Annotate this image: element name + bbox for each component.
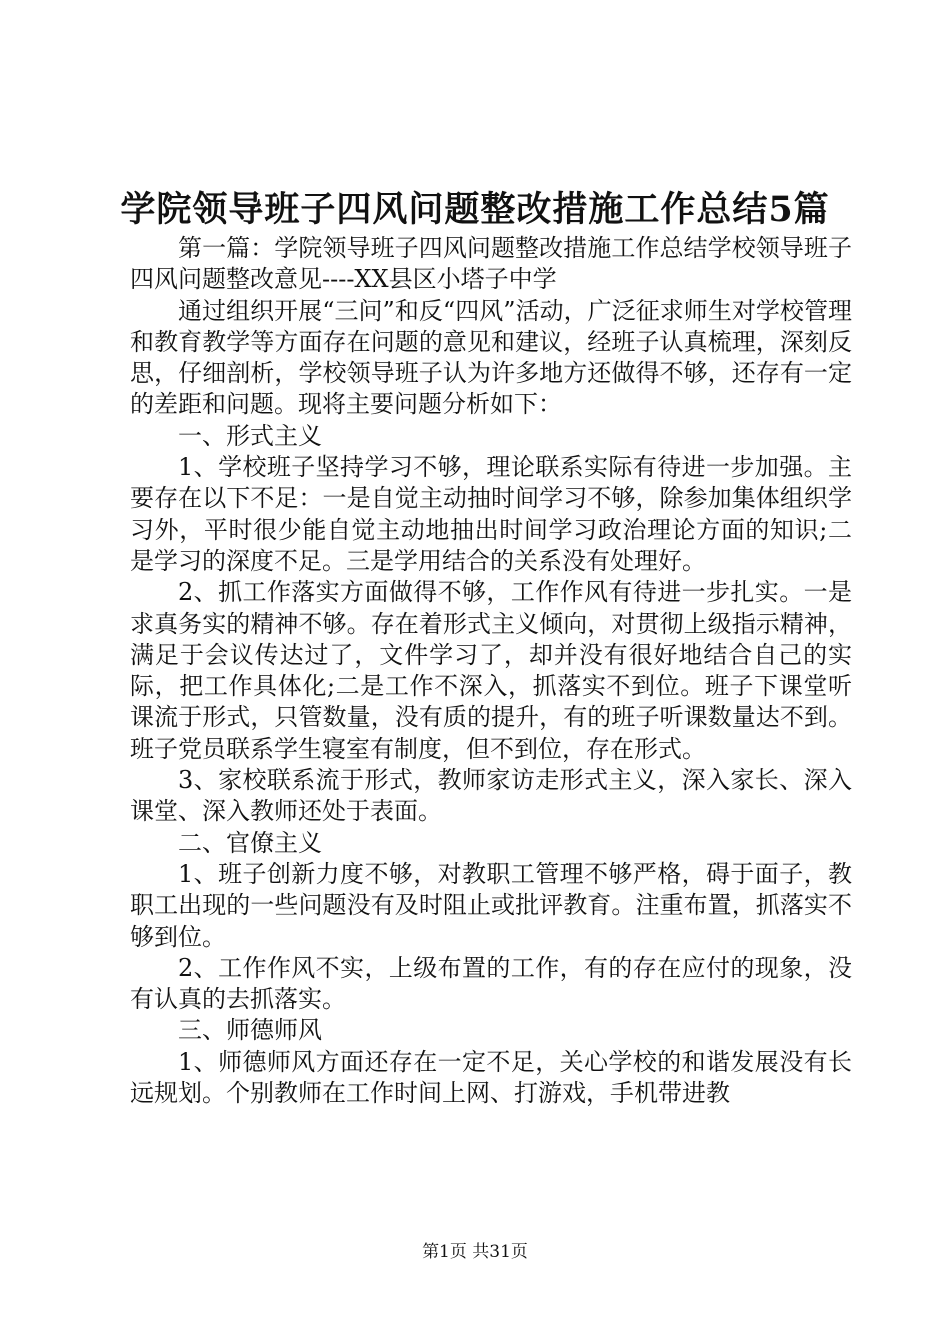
section-heading-formalism: 一、形式主义: [178, 421, 322, 450]
document-title: 学院领导班子四风问题整改措施工作总结5篇: [120, 189, 830, 230]
paragraph-bureaucracy-1: 1、班子创新力度不够，对教职工管理不够严格，碍于面子，教职工出现的一些问题没有及时阻止或批评教育。注重布置，抓落实不够到位。: [130, 859, 852, 951]
paragraph-intro-title: 第一篇：学院领导班子四风问题整改措施工作总结学校领导班子四风问题整改意见----XX县区小塔子中学: [130, 234, 852, 294]
page-number-footer: 第1页 共31页: [422, 1242, 528, 1262]
paragraph-formalism-1: 1、学校班子坚持学习不够，理论联系实际有待进一步加强。主要存在以下不足：一是自觉主动抽时间学习不够，除参加集体组织学习外，平时很少能自觉主动地抽出时间学习政治理论方面的知识;二是学习的深度不足。三是学用结合的关系没有处理好。: [130, 453, 852, 575]
section-heading-bureaucracy: 二、官僚主义: [178, 828, 322, 857]
document-body: [130, 233, 852, 1109]
paragraph-teacher-ethics-1: 1、师德师风方面还存在一定不足，关心学校的和谐发展没有长远规划。个别教师在工作时间上网、打游戏，手机带进教: [130, 1047, 852, 1108]
paragraph-formalism-3: 3、家校联系流于形式，教师家访走形式主义，深入家长、深入课堂、深入教师还处于表面。: [130, 766, 852, 826]
paragraph-bureaucracy-2: 2、工作作风不实，上级布置的工作，有的存在应付的现象，没有认真的去抓落实。: [130, 953, 852, 1014]
section-heading-teacher-ethics: 三、师德师风: [178, 1016, 322, 1045]
paragraph-overview: 通过组织开展“三问”和反“四风”活动，广泛征求师生对学校管理和教育教学等方面存在问题的意见和建议，经班子认真梳理，深刻反思，仔细剖析，学校领导班子认为许多地方还做得不够，还存有一定的差距和问题。现将主要问题分析如下：: [130, 296, 852, 419]
paragraph-formalism-2: 2、抓工作落实方面做得不够，工作作风有待进一步扎实。一是求真务实的精神不够。存在着形式主义倾向，对贯彻上级指示精神，满足于会议传达过了，文件学习了，却并没有很好地结合自己的实际，把工作具体化;二是工作不深入，抓落实不到位。班子下课堂听课流于形式，只管数量，没有质的提升，有的班子听课数量达不到。班子党员联系学生寝室有制度，但不到位，存在形式。: [130, 578, 852, 763]
